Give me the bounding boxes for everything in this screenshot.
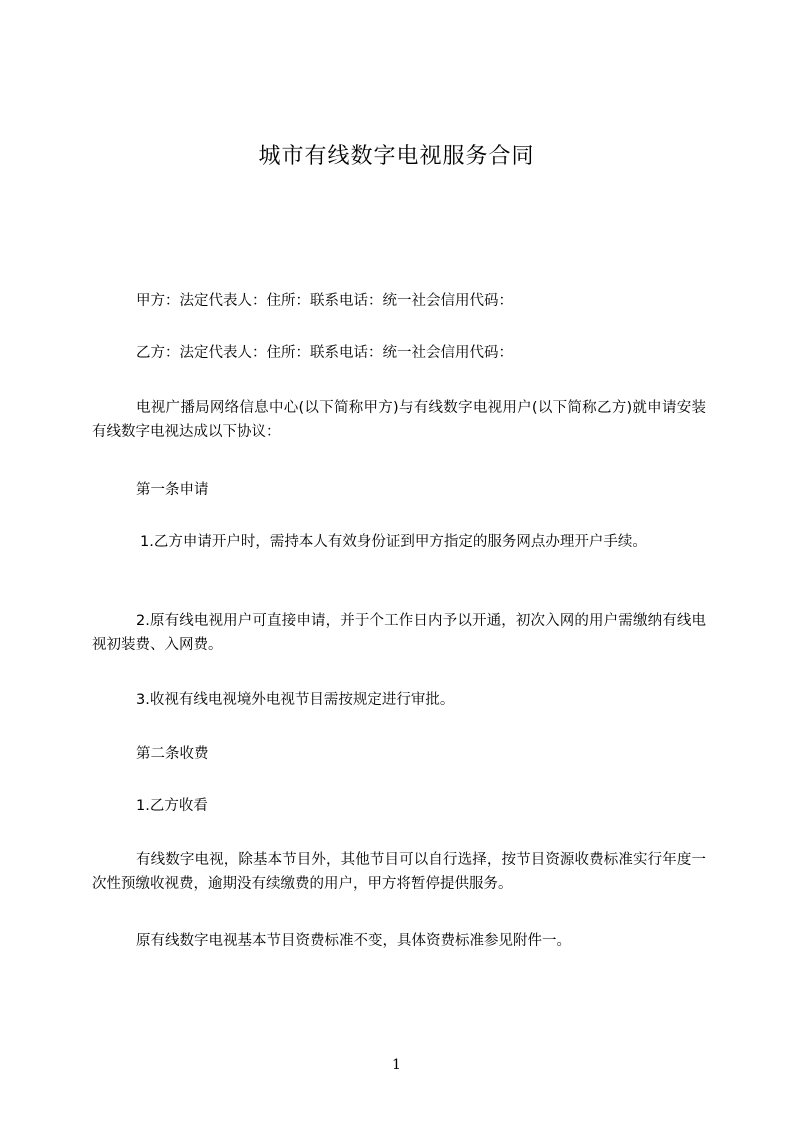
article-1-heading: 第一条申请 xyxy=(136,482,209,498)
article-2-item-1-body: 有线数字电视，除基本节目外，其他节目可以自行选择，按节目资源收费标准实行年度一次性预缴收视费，逾期没有续缴费的用户，甲方将暂停提供服务。 xyxy=(92,852,706,892)
article-1-item-1: 1.乙方申请开户时，需持本人有效身份证到甲方指定的服务网点办理开户手续。 xyxy=(140,534,647,550)
article-2-item-1-note: 原有线数字电视基本节目资费标准不变，具体资费标准参见附件一。 xyxy=(136,933,571,949)
party-b-line: 乙方：法定代表人：住所：联系电话：统一社会信用代码： xyxy=(136,345,513,361)
article-2-item-1: 1.乙方收看 xyxy=(136,798,208,814)
article-1-item-2: 2.原有线电视用户可直接申请，并于个工作日内予以开通，初次入网的用户需缴纳有线电视初装费、入网费。 xyxy=(92,613,706,653)
intro-paragraph: 电视广播局网络信息中心(以下简称甲方)与有线数字电视用户(以下简称乙方)就申请安装有线数字电视达成以下协议： xyxy=(92,400,706,440)
article-2-heading: 第二条收费 xyxy=(136,746,209,762)
contract-title: 城市有线数字电视服务合同 xyxy=(258,144,535,169)
page-number: 1 xyxy=(392,1057,401,1073)
party-a-line: 甲方：法定代表人：住所：联系电话：统一社会信用代码： xyxy=(136,293,513,309)
article-1-item-3: 3.收视有线电视境外电视节目需按规定进行审批。 xyxy=(136,692,455,708)
